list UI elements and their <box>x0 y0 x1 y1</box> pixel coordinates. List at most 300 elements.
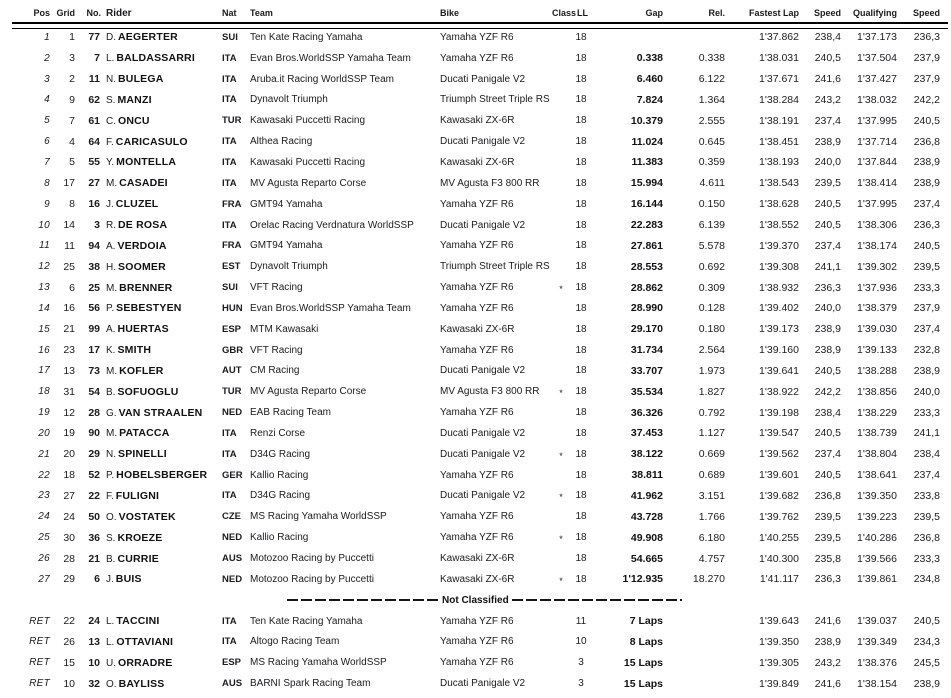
team-cell: CM Racing <box>250 365 300 377</box>
nationality-cell: AUT <box>222 365 242 377</box>
gap-cell: 11.383 <box>631 156 663 169</box>
team-cell: MS Racing Yamaha WorldSSP <box>250 657 387 669</box>
fastest-lap-cell: 1'38.191 <box>759 114 799 127</box>
qualifying-cell: 1'38.229 <box>857 406 897 419</box>
fastest-lap-cell: 1'39.562 <box>759 448 799 461</box>
rider-initial: H. <box>106 261 116 273</box>
qualifying-speed-cell: 237,9 <box>913 302 940 315</box>
gap-cell: 41.962 <box>630 489 663 502</box>
speed-cell: 240,0 <box>814 156 841 169</box>
laps-cell: 18 <box>575 282 587 294</box>
nationality-cell: AUS <box>222 678 243 690</box>
position-cell: 13 <box>38 282 50 294</box>
rider-cell <box>101 448 222 460</box>
relative-gap-cell: 1.766 <box>698 510 725 523</box>
qualifying-cell: 1'37.844 <box>857 156 897 169</box>
bike-cell: Kawasaki ZX-6R <box>440 323 515 335</box>
speed-cell: 240,5 <box>814 469 841 482</box>
fastest-lap-cell: 1'39.641 <box>759 364 799 377</box>
table-row <box>0 465 943 486</box>
grid-cell: 19 <box>63 427 75 440</box>
gap-cell: 28.553 <box>630 260 663 273</box>
relative-gap-cell: 0.309 <box>698 281 725 294</box>
rider-surname: OTTAVIANI <box>116 635 174 648</box>
qualifying-speed-cell: 236,8 <box>913 135 940 148</box>
grid-cell: 17 <box>63 177 75 190</box>
rider-cell <box>101 386 222 398</box>
bike-number-cell: 32 <box>88 677 100 690</box>
rider-initial: B. <box>106 386 116 398</box>
table-row <box>0 486 943 507</box>
speed-cell: 240,5 <box>814 52 841 65</box>
bike-cell: Yamaha YZF R6 <box>440 302 514 314</box>
position-cell: 10 <box>38 219 50 231</box>
nationality-cell: NED <box>222 573 243 585</box>
grid-cell: 29 <box>63 573 75 586</box>
position-cell: RET <box>29 636 50 648</box>
rider-cell <box>101 615 222 627</box>
bike-cell: Ducati Panigale V2 <box>440 136 526 148</box>
table-row <box>0 27 943 48</box>
bike-cell: Ducati Panigale V2 <box>440 365 526 377</box>
rider-initial: N. <box>106 449 116 461</box>
bike-cell: Yamaha YZF R6 <box>440 198 514 210</box>
speed-cell: 243,2 <box>814 93 841 106</box>
rider-surname: BUIS <box>115 573 142 586</box>
speed-cell: 238,4 <box>814 31 841 44</box>
fastest-lap-cell: 1'39.160 <box>759 344 799 357</box>
laps-cell: 11 <box>575 615 587 627</box>
rider-surname: AEGERTER <box>118 31 178 44</box>
qualifying-cell: 1'38.804 <box>857 448 897 461</box>
nationality-cell: ITA <box>222 73 237 85</box>
gap-cell: 33.707 <box>630 364 663 377</box>
gap-cell: 28.990 <box>630 302 663 315</box>
position-cell: 23 <box>38 490 50 502</box>
class-cell <box>552 224 570 227</box>
bike-number-cell: 24 <box>88 615 100 628</box>
table-row <box>0 90 943 111</box>
team-cell: Kawasaki Puccetti Racing <box>250 115 366 127</box>
rider-initial: M. <box>106 282 118 294</box>
grid-cell: 31 <box>63 385 75 398</box>
fastest-lap-cell: 1'38.543 <box>759 177 799 190</box>
header-class: Class <box>552 8 577 18</box>
bike-cell: Yamaha YZF R6 <box>440 31 514 43</box>
bike-number-cell: 52 <box>88 469 100 482</box>
grid-cell: 24 <box>63 510 75 523</box>
rider-surname: SEBESTYEN <box>116 302 182 315</box>
qualifying-speed-cell: 239,5 <box>913 510 940 523</box>
rider-surname: BULEGA <box>118 73 164 86</box>
rider-surname: PATACCA <box>119 427 170 440</box>
relative-gap-cell: 5.578 <box>698 239 725 252</box>
rider-surname: SOOMER <box>118 260 166 273</box>
grid-cell: 7 <box>69 114 75 127</box>
header-qualifying: Qualifying <box>852 8 897 18</box>
relative-gap-cell: 1.364 <box>698 93 725 106</box>
position-cell: 25 <box>38 532 50 544</box>
rider-initial: B. <box>106 553 116 565</box>
grid-cell: 25 <box>63 260 75 273</box>
rider-initial: F. <box>106 136 114 148</box>
laps-cell: 18 <box>575 532 587 544</box>
bike-number-cell: 21 <box>88 552 100 565</box>
grid-cell: 5 <box>69 156 75 169</box>
gap-cell: 37.453 <box>630 427 663 440</box>
fastest-lap-cell: 1'39.547 <box>759 427 799 440</box>
rider-surname: CARICASULO <box>115 135 188 148</box>
fastest-lap-cell: 1'41.117 <box>759 573 799 586</box>
qualifying-speed-cell: 233,8 <box>913 489 940 502</box>
qualifying-cell: 1'37.936 <box>857 281 897 294</box>
qualifying-cell: 1'37.504 <box>857 52 897 65</box>
rider-initial: L. <box>106 636 115 648</box>
table-row <box>0 152 943 173</box>
grid-cell: 27 <box>63 489 75 502</box>
team-cell: Motozoo Racing by Puccetti <box>250 553 374 565</box>
rider-initial: O. <box>106 511 117 523</box>
gap-cell: 35.534 <box>630 385 663 398</box>
rider-surname: ONCU <box>118 114 150 127</box>
qualifying-cell: 1'37.995 <box>857 114 897 127</box>
relative-gap-cell: 4.757 <box>698 552 725 565</box>
relative-gap-cell: 1.973 <box>698 364 725 377</box>
position-cell: RET <box>29 657 50 669</box>
bike-cell: Yamaha YZF R6 <box>440 52 514 64</box>
class-cell <box>552 244 570 247</box>
table-row <box>0 527 943 548</box>
results-table <box>0 27 943 694</box>
position-cell: 20 <box>38 427 50 439</box>
bike-number-cell: 6 <box>94 573 100 586</box>
grid-cell: 15 <box>63 656 75 669</box>
rider-initial: Y. <box>106 157 115 169</box>
rider-cell <box>101 365 222 377</box>
nationality-cell: ITA <box>222 490 237 502</box>
fastest-lap-cell: 1'38.932 <box>759 281 799 294</box>
speed-cell: 238,9 <box>814 323 841 336</box>
bike-cell: Kawasaki ZX-6R <box>440 573 515 585</box>
fastest-lap-cell: 1'39.173 <box>759 323 799 336</box>
bike-cell: Yamaha YZF R6 <box>440 407 514 419</box>
nationality-cell: NED <box>222 407 243 419</box>
bike-cell: Yamaha YZF R6 <box>440 282 514 294</box>
laps-cell: 18 <box>575 490 587 502</box>
fastest-lap-cell: 1'39.305 <box>759 656 799 669</box>
class-cell <box>552 620 570 623</box>
class-cell: * <box>559 450 563 461</box>
class-cell: * <box>559 575 563 586</box>
laps-cell: 18 <box>575 94 587 106</box>
qualifying-speed-cell: 234,8 <box>913 573 940 586</box>
bike-number-cell: 36 <box>88 531 100 544</box>
qualifying-speed-cell: 238,4 <box>913 448 940 461</box>
bike-number-cell: 77 <box>88 31 100 44</box>
grid-cell: 14 <box>63 219 75 232</box>
laps-cell: 18 <box>575 302 587 314</box>
team-cell: Aruba.it Racing WorldSSP Team <box>250 73 394 85</box>
team-cell: Ten Kate Racing Yamaha <box>250 31 363 43</box>
class-cell <box>552 661 570 664</box>
speed-cell: 241,6 <box>814 615 841 628</box>
qualifying-cell: 1'39.349 <box>857 635 897 648</box>
laps-cell: 18 <box>575 407 587 419</box>
rider-cell <box>101 31 222 43</box>
class-cell <box>552 182 570 185</box>
qualifying-speed-cell: 237,9 <box>913 52 940 65</box>
laps-cell: 18 <box>575 344 587 356</box>
header-grid: Grid <box>56 8 75 18</box>
laps-cell: 18 <box>575 511 587 523</box>
rider-initial: U. <box>106 657 116 669</box>
qualifying-speed-cell: 233,3 <box>913 281 940 294</box>
rider-cell <box>101 511 222 523</box>
position-cell: RET <box>29 678 50 690</box>
team-cell: EAB Racing Team <box>250 407 331 419</box>
bike-cell: Ducati Panigale V2 <box>440 427 526 439</box>
class-cell <box>552 640 570 643</box>
rider-initial: L. <box>106 616 115 628</box>
nationality-cell: AUS <box>222 553 243 565</box>
gap-cell: 10.379 <box>630 114 663 127</box>
table-row <box>0 235 943 256</box>
rider-initial: N. <box>106 74 116 86</box>
rider-cell <box>101 636 222 648</box>
team-cell: Kallio Racing <box>250 532 309 544</box>
grid-cell: 26 <box>63 635 75 648</box>
rider-initial: G. <box>106 407 117 419</box>
team-cell: Dynavolt Triumph <box>250 261 328 273</box>
rider-cell <box>101 490 222 502</box>
grid-cell: 12 <box>63 406 75 419</box>
gap-cell: 43.728 <box>630 510 663 523</box>
laps-cell: 10 <box>575 636 587 648</box>
team-cell: Motozoo Racing by Puccetti <box>250 573 374 585</box>
team-cell: VFT Racing <box>250 282 303 294</box>
bike-number-cell: 99 <box>88 323 100 336</box>
grid-cell: 13 <box>63 364 75 377</box>
rider-surname: MONTELLA <box>116 156 177 169</box>
nationality-cell: ITA <box>222 615 237 627</box>
bike-number-cell: 3 <box>94 219 100 232</box>
rider-cell <box>101 52 222 64</box>
rider-surname: SOFUOGLU <box>117 385 179 398</box>
bike-number-cell: 28 <box>88 406 100 419</box>
qualifying-cell: 1'38.288 <box>857 364 897 377</box>
relative-gap-cell: 1.127 <box>698 427 725 440</box>
bike-number-cell: 94 <box>88 239 100 252</box>
laps-cell: 18 <box>575 52 587 64</box>
table-row <box>0 69 943 90</box>
qualifying-cell: 1'39.861 <box>857 573 897 586</box>
speed-cell: 237,4 <box>814 448 841 461</box>
rider-cell <box>101 532 222 544</box>
gap-cell: 7.824 <box>636 93 663 106</box>
bike-number-cell: 10 <box>88 656 100 669</box>
rider-cell <box>101 177 222 189</box>
table-row <box>0 298 943 319</box>
qualifying-speed-cell: 236,8 <box>913 531 940 544</box>
laps-cell: 3 <box>578 678 584 690</box>
position-cell: 6 <box>44 136 50 148</box>
rider-cell <box>101 323 222 335</box>
team-cell: GMT94 Yamaha <box>250 198 323 210</box>
qualifying-cell: 1'39.302 <box>857 260 897 273</box>
bike-cell: MV Agusta F3 800 RR <box>440 386 540 398</box>
class-cell: * <box>559 492 563 503</box>
rider-initial: D. <box>106 32 116 44</box>
rider-surname: CASADEI <box>119 177 168 190</box>
nationality-cell: ITA <box>222 177 237 189</box>
table-row <box>0 673 943 694</box>
laps-cell: 18 <box>575 573 587 585</box>
qualifying-speed-cell: 238,9 <box>913 177 940 190</box>
grid-cell: 16 <box>63 302 75 315</box>
class-cell <box>552 515 570 518</box>
class-cell <box>552 140 570 143</box>
team-cell: MV Agusta Reparto Corse <box>250 177 367 189</box>
speed-cell: 241,6 <box>814 677 841 690</box>
rider-cell <box>101 657 222 669</box>
bike-cell: Yamaha YZF R6 <box>440 240 514 252</box>
grid-cell: 10 <box>63 677 75 690</box>
team-cell: D34G Racing <box>250 448 311 460</box>
nationality-cell: ITA <box>222 136 237 148</box>
class-cell <box>552 432 570 435</box>
relative-gap-cell: 0.645 <box>698 135 725 148</box>
rider-cell <box>101 219 222 231</box>
nationality-cell: FRA <box>222 240 242 252</box>
team-cell: VFT Racing <box>250 344 303 356</box>
relative-gap-cell: 2.555 <box>698 114 725 127</box>
class-cell <box>552 119 570 122</box>
bike-number-cell: 11 <box>88 73 100 86</box>
bike-number-cell: 62 <box>88 93 100 106</box>
team-cell: Evan Bros.WorldSSP Yamaha Team <box>250 52 411 64</box>
gap-cell: 38.122 <box>630 448 663 461</box>
rider-surname: MANZI <box>117 93 152 106</box>
bike-number-cell: 56 <box>88 302 100 315</box>
fastest-lap-cell: 1'38.284 <box>759 93 799 106</box>
bike-number-cell: 7 <box>94 52 100 65</box>
qualifying-speed-cell: 240,0 <box>913 385 940 398</box>
qualifying-speed-cell: 237,4 <box>913 198 940 211</box>
fastest-lap-cell: 1'38.193 <box>759 156 799 169</box>
qualifying-speed-cell: 236,3 <box>913 31 940 44</box>
relative-gap-cell: 0.792 <box>698 406 725 419</box>
class-cell <box>552 78 570 81</box>
relative-gap-cell: 0.689 <box>698 469 725 482</box>
bike-cell: Kawasaki ZX-6R <box>440 156 515 168</box>
class-cell <box>552 411 570 414</box>
speed-cell: 243,2 <box>814 656 841 669</box>
class-cell <box>552 682 570 685</box>
qualifying-speed-cell: 232,8 <box>913 344 940 357</box>
speed-cell: 238,9 <box>814 344 841 357</box>
grid-cell: 2 <box>69 73 75 86</box>
class-cell <box>552 57 570 60</box>
bike-cell: Kawasaki ZX-6R <box>440 553 515 565</box>
rider-cell <box>101 261 222 273</box>
bike-cell: Yamaha YZF R6 <box>440 344 514 356</box>
header-rider: Rider <box>106 7 132 19</box>
speed-cell: 241,6 <box>814 73 841 86</box>
separator-dashes-right <box>512 599 682 601</box>
header-fastest-lap: Fastest Lap <box>748 8 799 18</box>
qualifying-speed-cell: 233,3 <box>913 552 940 565</box>
rider-surname: CURRIE <box>117 552 159 565</box>
rider-cell <box>101 469 222 481</box>
table-row <box>0 48 943 69</box>
rider-initial: F. <box>106 490 114 502</box>
rider-initial: O. <box>106 678 117 690</box>
laps-cell: 18 <box>575 469 587 481</box>
relative-gap-cell: 4.611 <box>699 177 725 190</box>
class-cell <box>552 203 570 206</box>
relative-gap-cell: 0.128 <box>698 302 725 315</box>
qualifying-cell: 1'38.739 <box>857 427 897 440</box>
nationality-cell: ESP <box>222 323 242 335</box>
rider-surname: BALDASSARRI <box>116 52 195 65</box>
rider-initial: C. <box>106 115 116 127</box>
rider-cell <box>101 94 222 106</box>
relative-gap-cell: 2.564 <box>698 344 725 357</box>
rider-initial: A. <box>106 324 116 336</box>
bike-number-cell: 54 <box>88 385 100 398</box>
fastest-lap-cell: 1'39.601 <box>759 469 799 482</box>
bike-number-cell: 25 <box>88 281 100 294</box>
qualifying-speed-cell: 240,5 <box>913 615 940 628</box>
nationality-cell: NED <box>222 532 243 544</box>
qualifying-cell: 1'38.306 <box>857 219 897 232</box>
rider-cell <box>101 198 222 210</box>
rider-surname: VOSTATEK <box>118 510 176 523</box>
qualifying-cell: 1'38.032 <box>857 93 897 106</box>
class-cell: * <box>559 388 563 399</box>
speed-cell: 238,9 <box>814 635 841 648</box>
nationality-cell: GBR <box>222 344 244 356</box>
qualifying-speed-cell: 240,5 <box>913 114 940 127</box>
grid-cell: 23 <box>63 344 75 357</box>
qualifying-cell: 1'37.173 <box>857 31 897 44</box>
header-bike: Bike <box>440 8 460 18</box>
rider-surname: HUERTAS <box>117 323 169 336</box>
table-row <box>0 423 943 444</box>
bike-number-cell: 55 <box>88 156 100 169</box>
bike-cell: Ducati Panigale V2 <box>440 73 526 85</box>
rider-cell <box>101 573 222 585</box>
table-row <box>0 611 943 632</box>
not-classified-separator <box>0 590 943 611</box>
fastest-lap-cell: 1'39.682 <box>759 489 799 502</box>
rider-surname: FULIGNI <box>115 489 160 502</box>
table-row <box>0 277 943 298</box>
bike-cell: Triumph Street Triple RS <box>440 261 550 273</box>
fastest-lap-cell: 1'39.370 <box>759 239 799 252</box>
qualifying-cell: 1'39.350 <box>857 489 897 502</box>
relative-gap-cell: 0.150 <box>698 198 725 211</box>
class-cell <box>552 307 570 310</box>
bike-cell: Kawasaki ZX-6R <box>440 115 515 127</box>
grid-cell: 8 <box>69 198 75 211</box>
table-row <box>0 340 943 361</box>
relative-gap-cell: 0.338 <box>698 52 725 65</box>
rider-cell <box>101 302 222 314</box>
table-row <box>0 569 943 590</box>
bike-number-cell: 16 <box>88 198 100 211</box>
rider-surname: VERDOIA <box>117 239 167 252</box>
